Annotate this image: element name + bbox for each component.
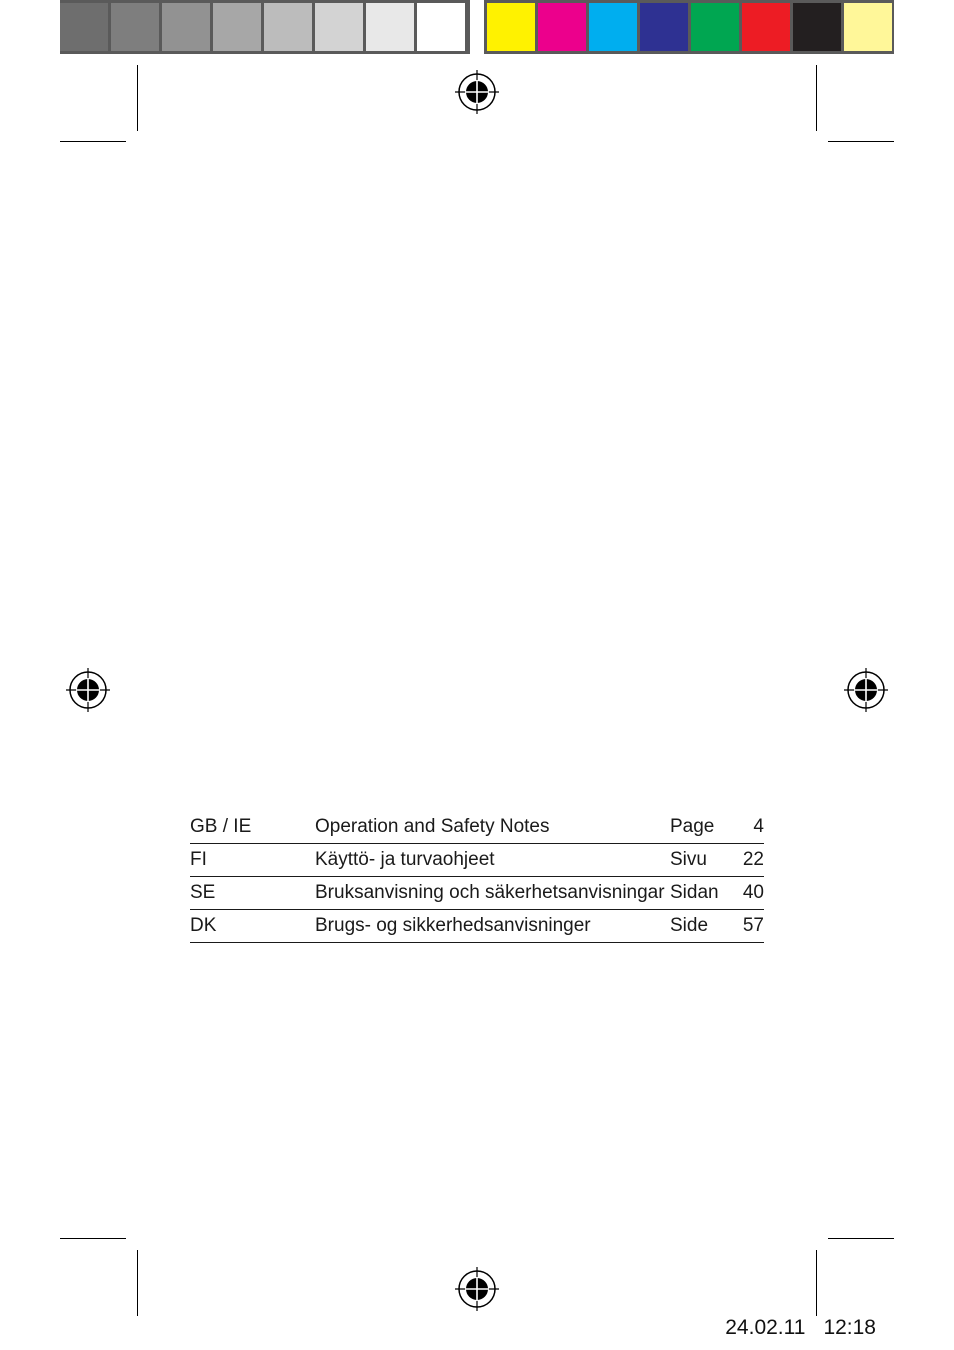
crop-mark	[60, 1238, 126, 1239]
toc-row[interactable]	[190, 910, 764, 943]
language-code: DK	[190, 915, 217, 936]
page-number: 22	[742, 849, 764, 870]
gray-swatch	[111, 3, 159, 51]
grayscale-calibration-bar	[60, 0, 470, 54]
toc-row[interactable]	[190, 877, 764, 910]
toc-row[interactable]	[190, 811, 764, 844]
gray-swatch	[315, 3, 363, 51]
color-swatch	[487, 3, 535, 51]
page-word: Sidan	[670, 882, 719, 903]
color-swatch	[640, 3, 688, 51]
gray-swatch	[366, 3, 414, 51]
registration-mark-icon	[455, 1267, 499, 1311]
section-title: Brugs- og sikkerhedsanvisninger	[315, 915, 591, 936]
print-timestamp	[707, 1316, 876, 1340]
page-number: 57	[742, 915, 764, 936]
language-code: FI	[190, 849, 207, 870]
section-title: Operation and Safety Notes	[315, 816, 550, 837]
page-word: Sivu	[670, 849, 707, 870]
registration-mark-icon	[66, 668, 110, 712]
crop-mark	[828, 1238, 894, 1239]
page-word: Side	[670, 915, 709, 936]
color-swatch	[742, 3, 790, 51]
color-swatch	[538, 3, 586, 51]
registration-mark-icon	[844, 668, 888, 712]
page-number: 4	[753, 816, 764, 837]
crop-mark	[137, 65, 138, 131]
color-swatch	[844, 3, 892, 51]
crop-mark	[828, 141, 894, 142]
language-table-of-contents	[190, 811, 764, 943]
toc-row[interactable]	[190, 844, 764, 877]
section-title: Käyttö- ja turvaohjeet	[315, 849, 495, 870]
color-swatch	[691, 3, 739, 51]
print-time: 12:18	[823, 1316, 876, 1339]
gray-swatch	[264, 3, 312, 51]
gray-swatch	[213, 3, 261, 51]
page-word: Page	[670, 816, 715, 837]
crop-mark	[816, 65, 817, 131]
section-title: Bruksanvisning och säkerhetsanvisningar	[315, 882, 665, 903]
crop-mark	[60, 141, 126, 142]
language-code: SE	[190, 882, 216, 903]
gray-swatch	[417, 3, 465, 51]
print-date: 24.02.11	[725, 1316, 806, 1339]
gray-swatch	[60, 3, 108, 51]
language-code: GB / IE	[190, 816, 252, 837]
color-swatch	[793, 3, 841, 51]
color-calibration-bar	[484, 0, 894, 54]
crop-mark	[816, 1250, 817, 1316]
color-swatch	[589, 3, 637, 51]
crop-mark	[137, 1250, 138, 1316]
registration-mark-icon	[455, 70, 499, 114]
gray-swatch	[162, 3, 210, 51]
page-number: 40	[742, 882, 764, 903]
